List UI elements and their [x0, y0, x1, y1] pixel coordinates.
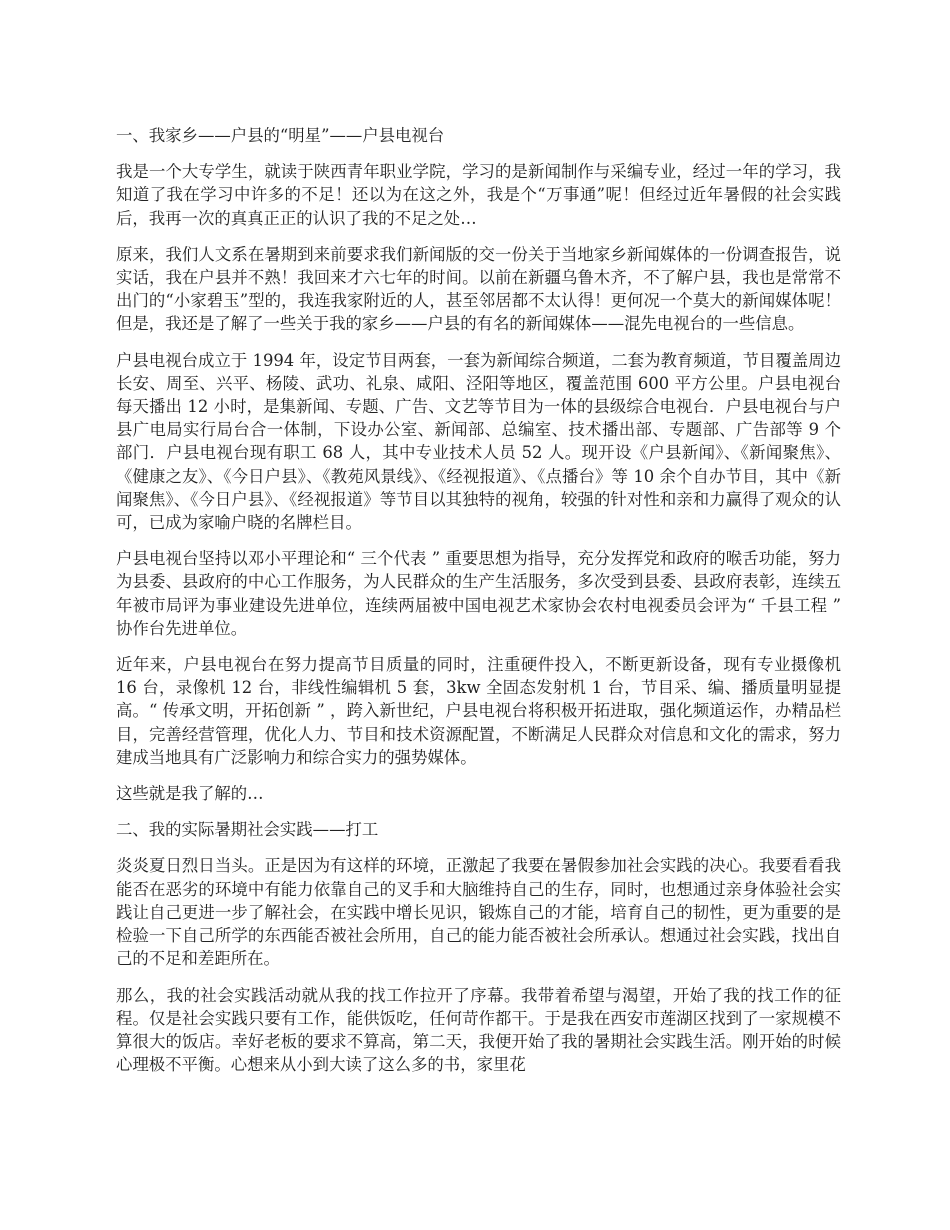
paragraph: 这些就是我了解的…: [116, 784, 264, 804]
paragraph: 炎炎夏日烈日当头。正是因为有这样的环境，正激起了我要在暑假参加社会实践的决心。我要看看我能否在恶劣的环境中有能力依靠自己的叉手和大脑维持自己的生存，同时，也想通过亲身体验社会实践让自己更进一步了解社会，在实践中增长见识，锻炼自己的才能，培育自己的韧性，更为重要的是检验一下自己所学的东西能否被社会所用，自己的能力能否被社会所承认。想通过社会实践，找出自己的不足和差距所在。: [116, 856, 841, 969]
section-heading-2: 二、我的实际暑期社会实践——打工: [116, 820, 379, 840]
paragraph: 近年来，户县电视台在努力提高节目质量的同时，注重硬件投入，不断更新设备，现有专业摄像机 16 台，录像机 12 台，非线性编辑机 5 套，3kw 全固态发射机 1 台，节目采、编、播质量明显提高。“ 传承文明，开拓创新 ” ，跨入新世纪，户县电视台将积极开拓进取，强化频道运作，办精品栏目，完善经营管理，优化人力、节目和技术资源配置，不断满足人民群众对信息和文化的需求，努力建成当地具有广泛影响力和综合实力的强势媒体。: [116, 655, 841, 767]
section-heading-1: 一、我家乡——户县的“明星”——户县电视台: [116, 126, 445, 145]
paragraph: 户县电视台成立于 1994 年，设定节目两套，一套为新闻综合频道，二套为教育频道，节目覆盖周边长安、周至、兴平、杨陵、武功、礼泉、咸阳、泾阳等地区，覆盖范围 600 平方公里。户县电视台每天播出 12 小时，是集新闻、专题、广告、文艺等节目为一体的县级综合电视台．户县电视台与户县广电局实行局台合一体制，下设办公室、新闻部、总编室、技术播出部、专题部、广告部等 9 个部门．户县电视台现有职工 68 人，其中专业技术人员 52 人。现开设《户县新闻》、《新闻聚焦》、《健康之友》、《今日户县》、《教苑风景线》、《经视报道》、《点播台》等 10 余个自办节目，其中《新闻聚焦》、《今日户县》、《经视报道》等节目以其独特的视角，较强的针对性和亲和力赢得了观众的认可，已成为家喻户晓的名牌栏目。: [116, 350, 841, 533]
paragraph: 我是一个大专学生，就读于陕西青年职业学院，学习的是新闻制作与采编专业，经过一年的学习，我知道了我在学习中许多的不足！还以为在这之外，我是个“万事通”呢！但经过近年暑假的社会实践后，我再一次的真真正正的认识了我的不足之处…: [116, 162, 841, 228]
paragraph: 那么，我的社会实践活动就从我的找工作拉开了序幕。我带着希望与渴望，开始了我的找工作的征程。仅是社会实践只要有工作，能供饭吃，任何苛作都干。于是我在西安市莲湖区找到了一家规模不算很大的饭店。幸好老板的要求不算高，第二天，我便开始了我的暑期社会实践生活。刚开始的时候心理极不平衡。心想来从小到大读了这么多的书，家里花: [116, 985, 841, 1075]
paragraph: 户县电视台坚持以邓小平理论和“ 三个代表 ” 重要思想为指导，充分发挥党和政府的喉舌功能，努力为县委、县政府的中心工作服务，为人民群众的生产生活服务，多次受到县委、县政府表彰，连续五年被市局评为事业建设先进单位，连续两届被中国电视艺术家协会农村电视委员会评为“ 千县工程 ” 协作台先进单位。: [116, 549, 841, 638]
document-page: [116, 124, 841, 1089]
paragraph: 原来，我们人文系在暑期到来前要求我们新闻版的交一份关于当地家乡新闻媒体的一份调查报告，说实话，我在户县并不熟！我回来才六七年的时间。以前在新疆乌鲁木齐，不了解户县，我也是常常不出门的“小家碧玉”型的，我连我家附近的人，甚至邻居都不太认得！更何况一个莫大的新闻媒体呢！但是，我还是了解了一些关于我的家乡——户县的有名的新闻媒体——混先电视台的一些信息。: [116, 244, 841, 334]
